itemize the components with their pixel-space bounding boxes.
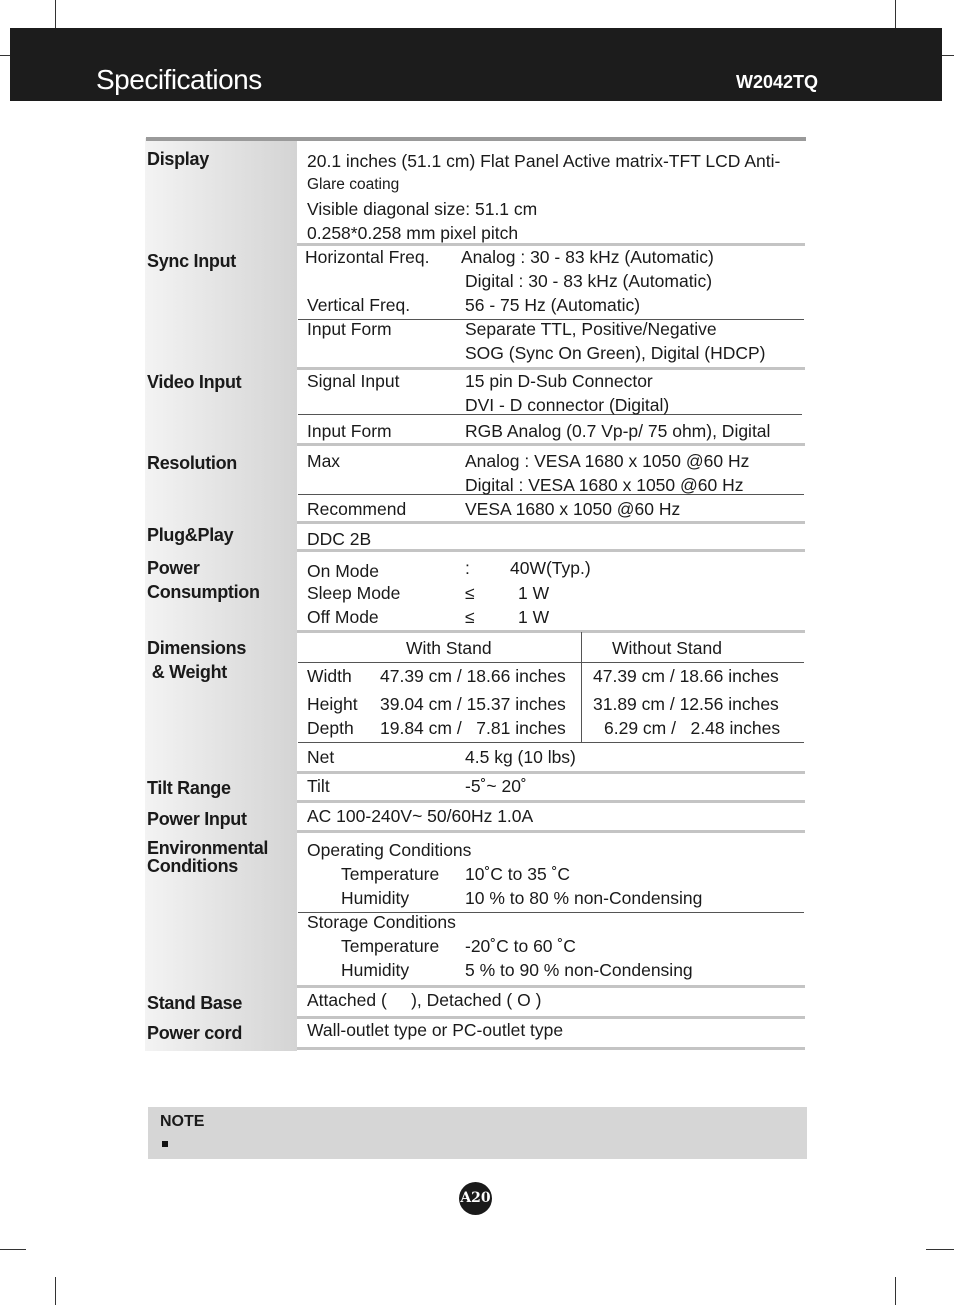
crop-mark — [926, 1249, 954, 1250]
column-divider — [581, 632, 582, 742]
resolution-max-key: Max — [307, 451, 341, 471]
section-divider — [297, 830, 805, 833]
crop-mark — [0, 1249, 26, 1250]
label-power-input: Power Input — [147, 809, 247, 829]
env-st-temp-val: -20˚C to 60 ˚C — [465, 936, 576, 956]
page-title: Specifications — [96, 64, 262, 95]
crop-mark — [895, 1277, 896, 1305]
label-plug-play: Plug&Play — [147, 525, 234, 545]
video-signal-key: Signal Input — [307, 371, 400, 391]
row-divider — [298, 742, 804, 743]
dimensions-without-stand-header: Without Stand — [612, 638, 722, 658]
env-op-hum-val: 10 % to 80 % non-Condensing — [465, 888, 703, 908]
dimensions-width-without: 47.39 cm / 18.66 inches — [593, 666, 779, 686]
display-line-3: Visible diagonal size: 51.1 cm — [307, 199, 538, 219]
row-divider — [298, 662, 804, 663]
dimensions-depth-key: Depth — [307, 718, 354, 738]
note-title: NOTE — [160, 1113, 205, 1130]
page-header — [10, 28, 942, 101]
video-signal-val-2: DVI - D connector (Digital) — [465, 395, 670, 415]
label-power-cord: Power cord — [147, 1023, 243, 1043]
power-off-val: 1 W — [518, 607, 550, 627]
section-divider — [297, 521, 805, 524]
plug-play-value: DDC 2B — [307, 529, 372, 549]
section-divider — [297, 443, 805, 446]
stand-base-value: Attached ( ), Detached ( O ) — [307, 990, 542, 1010]
crop-mark — [942, 55, 954, 56]
label-sync-input: Sync Input — [147, 251, 237, 271]
page-number: A20 — [459, 1182, 492, 1215]
power-off-key: Off Mode — [307, 607, 379, 627]
env-storage-title: Storage Conditions — [307, 912, 456, 932]
env-st-hum-val: 5 % to 90 % non-Condensing — [465, 960, 693, 980]
power-input-value: AC 100-240V~ 50/60Hz 1.0A — [307, 806, 534, 826]
label-tilt-range: Tilt Range — [147, 778, 231, 798]
model-number: W2042TQ — [736, 72, 819, 92]
video-form-key: Input Form — [307, 421, 392, 441]
power-sleep-val: 1 W — [518, 583, 550, 603]
dimensions-width-key: Width — [307, 666, 352, 686]
weight-net-val: 4.5 kg (10 lbs) — [465, 747, 576, 767]
label-display: Display — [147, 149, 209, 169]
env-op-hum-key: Humidity — [341, 888, 410, 908]
label-power: Power — [147, 558, 200, 578]
resolution-max-val-1: Analog : VESA 1680 x 1050 @60 Hz — [465, 451, 750, 471]
label-environmental: Environmental — [147, 838, 269, 858]
video-form-val: RGB Analog (0.7 Vp-p/ 75 ohm), Digital — [465, 421, 771, 441]
section-divider — [297, 549, 805, 552]
power-sleep-key: Sleep Mode — [307, 583, 401, 603]
sync-h-key: Horizontal Freq. — [305, 247, 430, 267]
power-off-sym: ≤ — [465, 607, 475, 627]
table-top-rule — [146, 137, 806, 141]
dimensions-width-with: 47.39 cm / 18.66 inches — [380, 666, 566, 686]
power-on-sym: : — [465, 558, 470, 578]
resolution-rec-val: VESA 1680 x 1050 @60 Hz — [465, 499, 681, 519]
sync-h-val-2: Digital : 30 - 83 kHz (Automatic) — [465, 271, 713, 291]
power-sleep-sym: ≤ — [465, 583, 475, 603]
env-st-hum-key: Humidity — [341, 960, 410, 980]
display-line-4: 0.258*0.258 mm pixel pitch — [307, 223, 519, 243]
dimensions-height-key: Height — [307, 694, 358, 714]
sync-v-key: Vertical Freq. — [307, 295, 411, 315]
weight-net-key: Net — [307, 747, 335, 767]
env-st-temp-key: Temperature — [341, 936, 440, 956]
power-cord-value: Wall-outlet type or PC-outlet type — [307, 1020, 564, 1040]
env-op-temp-key: Temperature — [341, 864, 440, 884]
label-consumption: Consumption — [147, 582, 260, 602]
section-divider — [297, 800, 805, 803]
label-resolution: Resolution — [147, 453, 237, 473]
dimensions-with-stand-header: With Stand — [406, 638, 492, 658]
video-signal-val-1: 15 pin D-Sub Connector — [465, 371, 653, 391]
env-op-temp-val: 10˚C to 35 ˚C — [465, 864, 571, 884]
dimensions-height-with: 39.04 cm / 15.37 inches — [380, 694, 566, 714]
env-operating-title: Operating Conditions — [307, 840, 472, 860]
display-line-1: 20.1 inches (51.1 cm) Flat Panel Active matrix-TFT LCD Anti- — [307, 151, 781, 171]
tilt-key: Tilt — [307, 776, 330, 796]
crop-mark — [895, 0, 896, 28]
sync-form-key: Input Form — [307, 319, 392, 339]
resolution-rec-key: Recommend — [307, 499, 407, 519]
tilt-val: -5˚~ 20˚ — [465, 776, 527, 796]
section-divider — [297, 985, 805, 988]
resolution-max-val-2: Digital : VESA 1680 x 1050 @60 Hz — [465, 475, 744, 495]
section-divider — [297, 630, 805, 633]
sync-v-val: 56 - 75 Hz (Automatic) — [465, 295, 641, 315]
power-on-key: On Mode — [307, 561, 379, 581]
display-line-2: Glare coating — [307, 176, 400, 193]
dimensions-depth-without: 6.29 cm / 2.48 inches — [604, 718, 781, 738]
bullet-icon — [162, 1141, 168, 1147]
label-stand-base: Stand Base — [147, 993, 243, 1013]
label-video-input: Video Input — [147, 372, 242, 392]
label-weight: & Weight — [147, 662, 227, 682]
sync-form-val-1: Separate TTL, Positive/Negative — [465, 319, 717, 339]
sync-form-val-2: SOG (Sync On Green), Digital (HDCP) — [465, 343, 766, 363]
crop-mark — [55, 0, 56, 28]
note-box — [148, 1107, 807, 1159]
power-on-val: 40W(Typ.) — [510, 558, 591, 578]
label-conditions: Conditions — [147, 856, 238, 876]
section-divider — [297, 367, 805, 370]
crop-mark — [0, 55, 10, 56]
sync-h-val-1: Analog : 30 - 83 kHz (Automatic) — [461, 247, 714, 267]
dimensions-depth-with: 19.84 cm / 7.81 inches — [380, 718, 566, 738]
section-divider — [297, 1016, 805, 1019]
section-divider — [297, 771, 805, 774]
crop-mark — [55, 1277, 56, 1305]
dimensions-height-without: 31.89 cm / 12.56 inches — [593, 694, 779, 714]
label-dimensions: Dimensions — [147, 638, 247, 658]
section-divider — [297, 1047, 805, 1050]
